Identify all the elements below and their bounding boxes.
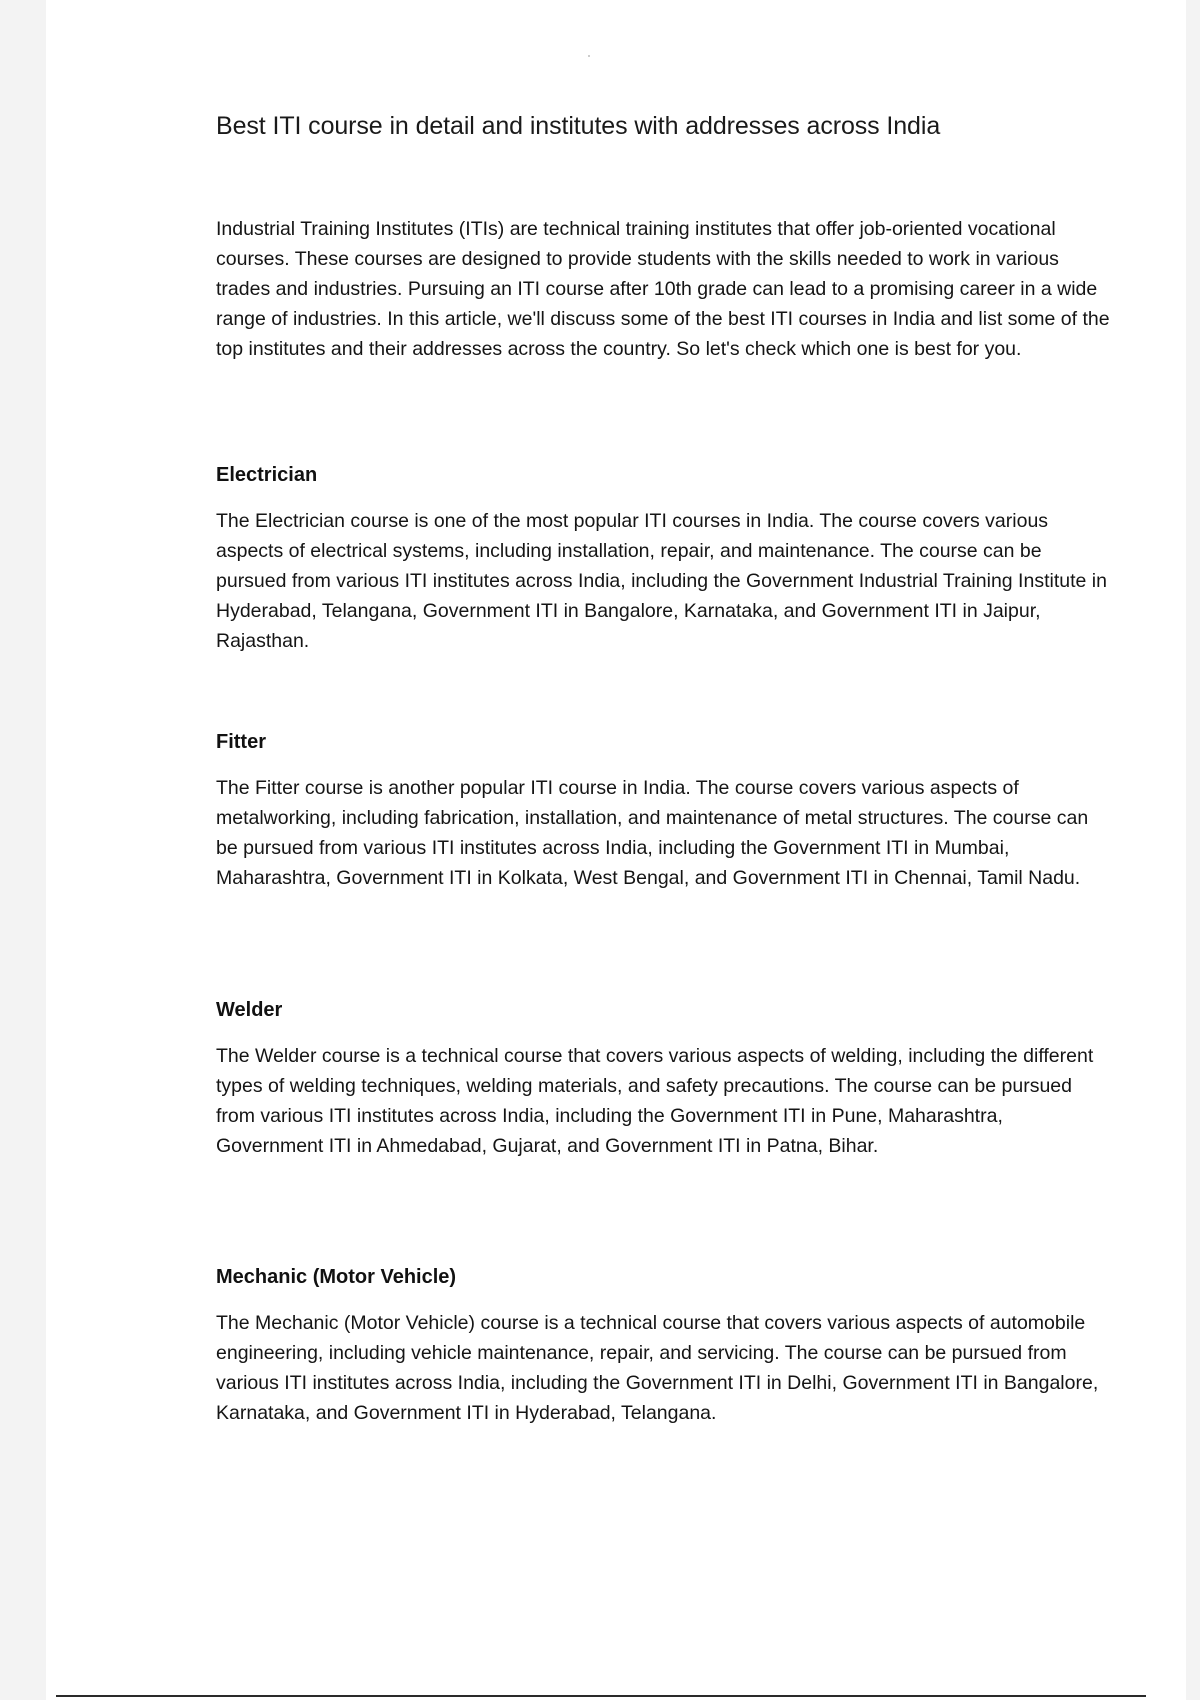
section-electrician: [216, 460, 1111, 656]
section-paragraph: The Mechanic (Motor Vehicle) course is a technical course that covers various aspects of automobile engineering, including vehicle maintenance, repair, and servicing. The course can be pursued from various ITI institutes across India, including the Government ITI in Delhi, Government ITI in Bangalore, Karnataka, and Government ITI in Hyderabad, Telangana.: [216, 1312, 1099, 1424]
section-paragraph: The Welder course is a technical course that covers various aspects of welding, including the different types of welding techniques, welding materials, and safety precautions. The course can be pursued from various ITI institutes across India, including the Government ITI in Pune, Maharashtra, Government ITI in Ahmedabad, Gujarat, and Government ITI in Patna, Bihar.: [216, 1045, 1094, 1157]
section-heading: Fitter: [216, 731, 266, 753]
section-mechanic-motor-vehicle: [216, 1262, 1111, 1428]
page-mark: [588, 55, 590, 57]
section-paragraph: The Fitter course is another popular ITI course in India. The course covers various aspects of metalworking, including fabrication, installation, and maintenance of metal structures. The course can be pursued from various ITI institutes across India, including the Government ITI in Mumbai, Maharashtra, Government ITI in Kolkata, West Bengal, and Government ITI in Chennai, Tamil Nadu.: [216, 777, 1089, 889]
bottom-divider: [56, 1695, 1146, 1697]
section-heading: Mechanic (Motor Vehicle): [216, 1266, 457, 1288]
section-heading: Electrician: [216, 464, 318, 486]
document-title: Best ITI course in detail and institutes with addresses across India: [216, 112, 941, 140]
section-welder: [216, 995, 1111, 1161]
section-fitter: [216, 727, 1111, 893]
document-page: [46, 0, 1186, 1700]
section-heading: Welder: [216, 999, 283, 1021]
intro-paragraph: Industrial Training Institutes (ITIs) are technical training institutes that offer job-oriented vocational courses. These courses are designed to provide students with the skills needed to work in various trades and industries. Pursuing an ITI course after 10th grade can lead to a promising career in a wide range of industries. In this article, we'll discuss some of the best ITI courses in India and list some of the top institutes and their addresses across the country. So let's check which one is best for you.: [216, 218, 1110, 360]
section-paragraph: The Electrician course is one of the most popular ITI courses in India. The course covers various aspects of electrical systems, including installation, repair, and maintenance. The course can be pursued from various ITI institutes across India, including the Government Industrial Training Institute in Hyderabad, Telangana, Government ITI in Bangalore, Karnataka, and Government ITI in Jaipur, Rajasthan.: [216, 510, 1107, 652]
